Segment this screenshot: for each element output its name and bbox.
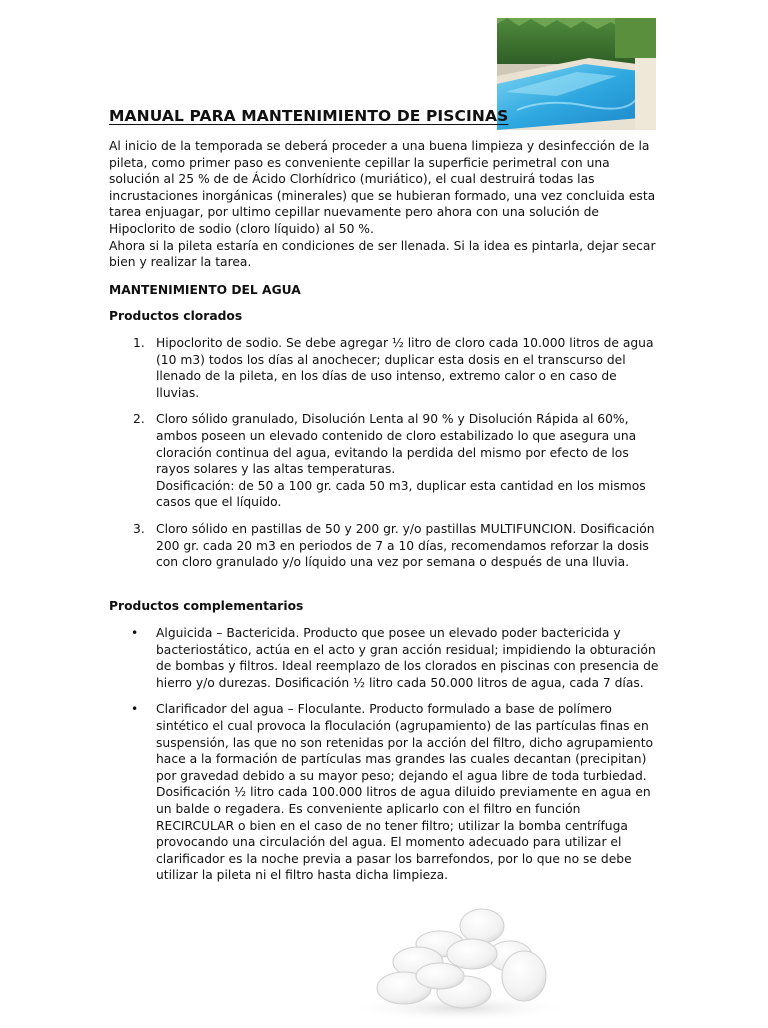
list-item: [109, 335, 661, 401]
document-title: MANUAL PARA MANTENIMIENTO DE PISCINAS: [109, 107, 509, 125]
list-item: [109, 521, 661, 571]
intro-text: Al inicio de la temporada se deberá proceder a una buena limpieza y desinfección de la pileta, como primer paso es conveniente cepillar la superficie perimetral con una solución al 25 % de de Ácido Clorhídrico (muriático), el cual destruirá todas las incrustaciones inorgánicas (minerales) que se hubieran formado, una vez concluida esta tarea enjuagar, por ultimo cepillar nuevamente pero ahora con una solución de Hipoclorito de sodio (cloro líquido) al 50 %.: [109, 139, 656, 236]
complementary-products-list: [109, 625, 661, 894]
list-item: [109, 625, 661, 691]
list-item-dosage: Dosificación: de 50 a 100 gr. cada 50 m3, duplicar esta cantidad en los mismos casos que el líquido.: [156, 478, 646, 510]
chlorine-tablets-photo: [340, 900, 580, 1024]
subheading-complementary-products: Productos complementarios: [109, 599, 304, 613]
list-item-text: Cloro sólido en pastillas de 50 y 200 gr. y/o pastillas MULTIFUNCION. Dosificación 200 gr. cada 20 m3 en periodos de 7 a 10 días, recomendamos reforzar la dosis con cloro granulado y/o líquido una vez por semana o después de una lluvia.: [156, 521, 655, 570]
list-item: [109, 701, 661, 884]
list-number: 3.: [133, 521, 145, 536]
section-heading-water: MANTENIMIENTO DEL AGUA: [109, 283, 301, 297]
bullet-icon: •: [131, 626, 139, 640]
list-item-text: Clarificador del agua – Floculante. Producto formulado a base de polímero sintético el cual provoca la floculación (agrupamiento) de las partículas finas en suspensión, las que no son retenidas por la acción del filtro, dicho agrupamiento hace a la formación de partículas mas grandes las cuales decantan (precipitan) por gravedad debido a su mayor peso; dejando el agua libre de toda turbiedad. Dosificación ½ litro cada 100.000 litros de agua diluido previamente en agua en un balde o regadera. Es conveniente aplicarlo con el filtro en función RECIRCULAR o bien en el caso de no tener filtro; utilizar la bomba centrífuga provocando una circulación del agua. El momento adecuado para utilizar el clarificador es la noche previa a pasar los barrefondos, por lo que no se debe utilizar la pileta ni el filtro hasta dicha limpieza.: [156, 702, 654, 883]
list-number: 2.: [133, 412, 145, 427]
chlorinated-products-list: [109, 335, 661, 581]
subheading-chlorinated-products: Productos clorados: [109, 309, 243, 323]
list-item-text: Hipoclorito de sodio. Se debe agregar ½ litro de cloro cada 10.000 litros de agua (10 m3) todos los días al anochecer; duplicar esta dosis en el transcurso del llenado de la pileta, en los días de uso intenso, extremo calor o en caso de lluvias.: [156, 336, 654, 400]
list-item: [109, 411, 661, 511]
bullet-icon: •: [131, 702, 139, 717]
intro-text: Ahora si la pileta estaría en condiciones de ser llenada. Si la idea es pintarla, dejar secar bien y realizar la tarea.: [109, 238, 656, 270]
intro-paragraph: [109, 138, 661, 271]
swimming-pool-photo: [497, 18, 656, 130]
list-item-text: Alguicida – Bactericida. Producto que posee un elevado poder bactericida y bacteriostático, actúa en el acto y gran acción residual; impidiendo la obturación de bombas y filtros. Ideal reemplazo de los clorados en piscinas con presencia de hierro y/o durezas. Dosificación ½ litro cada 50.000 litros de agua, cada 7 días.: [156, 626, 659, 690]
list-item-text: Cloro sólido granulado, Disolución Lenta al 90 % y Disolución Rápida al 60%, ambos poseen un elevado contenido de cloro estabilizado lo que asegura una cloración continua del agua, evitando la perdida del mismo por efecto de los rayos solares y las altas temperaturas.: [156, 412, 637, 477]
list-number: 1.: [133, 336, 145, 350]
